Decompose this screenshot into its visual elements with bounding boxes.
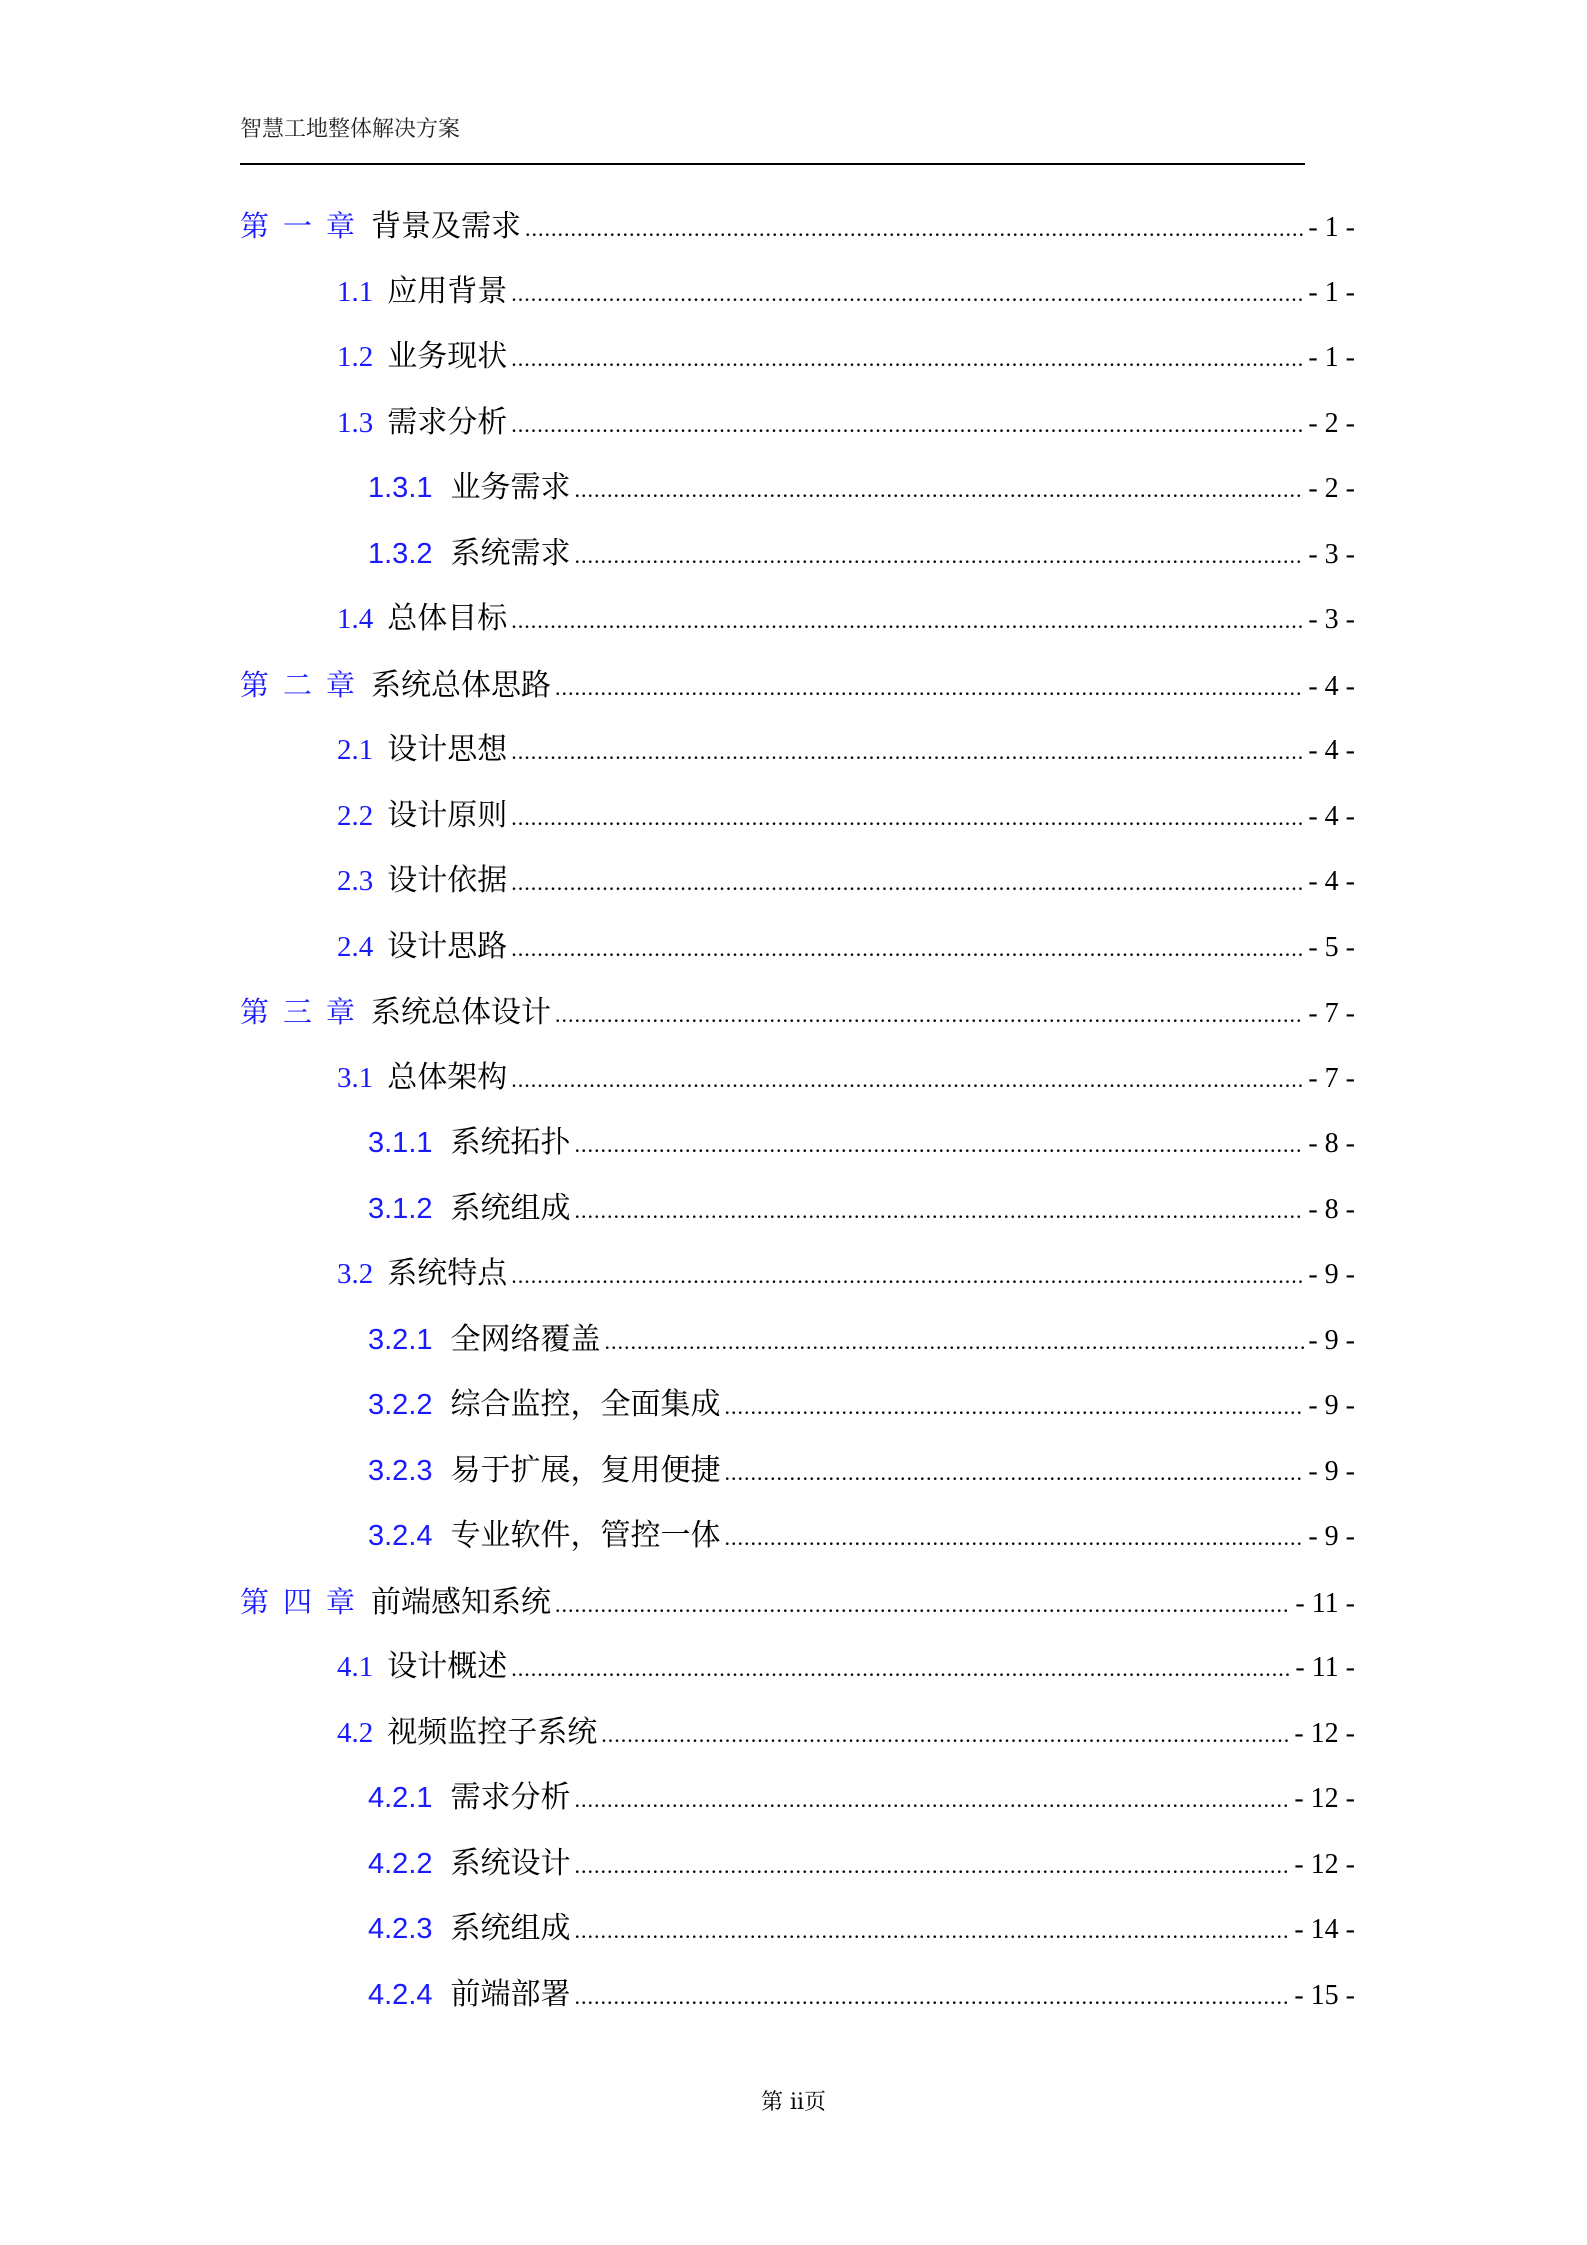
- page-number-footer: 第 ii页: [760, 2090, 827, 2115]
- toc-entry-title: 系统需求: [450, 536, 571, 571]
- toc-entry-title: 全网络覆盖: [450, 1322, 601, 1357]
- toc-entry-title: 系统组成: [450, 1191, 571, 1226]
- toc-entry-title: 设计思路: [387, 929, 508, 964]
- toc-entry-number: 4.2: [337, 1717, 374, 1749]
- toc-entry-number: 3.2: [337, 1258, 374, 1290]
- toc-entry[interactable]: [337, 335, 1355, 379]
- toc-entry-page: - 12 -: [1294, 1849, 1355, 1880]
- toc-entry[interactable]: [337, 925, 1355, 969]
- toc-entry[interactable]: [368, 532, 1355, 576]
- toc-entry-number: 1.2: [337, 341, 374, 373]
- toc-entry-title: 易于扩展，复用便捷: [450, 1453, 721, 1488]
- toc-entry-page: - 3 -: [1308, 604, 1355, 635]
- toc-entry-page: - 12 -: [1294, 1718, 1355, 1749]
- toc-entry-title: 系统总体设计: [371, 995, 552, 1030]
- toc-entry-page: - 1 -: [1308, 212, 1355, 243]
- toc-dot-leader: [511, 730, 1304, 774]
- toc-dot-leader: [575, 468, 1305, 512]
- toc-entry-number: 3.2.4: [368, 1520, 433, 1552]
- toc-entry-number: 2.2: [337, 800, 374, 832]
- toc-entry-number: 4.2.3: [368, 1913, 433, 1945]
- toc-entry-page: - 14 -: [1294, 1914, 1355, 1945]
- toc-dot-leader: [511, 927, 1304, 971]
- toc-entry-title: 前端部署: [450, 1977, 571, 2012]
- toc-entry[interactable]: [368, 1318, 1355, 1362]
- toc-entry-number: 4.2.4: [368, 1979, 433, 2011]
- toc-entry-page: - 15 -: [1294, 1980, 1355, 2011]
- toc-entry[interactable]: [240, 1580, 1355, 1624]
- toc-dot-leader: [511, 599, 1304, 643]
- toc-entry[interactable]: [337, 597, 1355, 641]
- toc-dot-leader: [575, 1909, 1291, 1953]
- toc-entry-page: - 8 -: [1308, 1128, 1355, 1159]
- toc-dot-leader: [601, 1713, 1290, 1757]
- toc-dot-leader: [511, 1647, 1291, 1691]
- toc-entry-title: 专业软件，管控一体: [450, 1518, 721, 1553]
- toc-entry-page: - 12 -: [1294, 1783, 1355, 1814]
- toc-dot-leader: [605, 1320, 1305, 1364]
- toc-dot-leader: [511, 1058, 1304, 1102]
- toc-entry[interactable]: [368, 1776, 1355, 1820]
- toc-entry-page: - 9 -: [1308, 1390, 1355, 1421]
- toc-entry-page: - 4 -: [1308, 866, 1355, 897]
- document-header-title: 智慧工地整体解决方案: [240, 117, 461, 142]
- toc-entry-number: 4.2.1: [368, 1782, 433, 1814]
- toc-entry[interactable]: [368, 1121, 1355, 1165]
- toc-entry[interactable]: [240, 663, 1355, 707]
- toc-entry-number: 1.4: [337, 603, 374, 635]
- toc-dot-leader: [725, 1451, 1305, 1495]
- toc-entry[interactable]: [368, 466, 1355, 510]
- toc-entry-title: 系统拓扑: [450, 1125, 571, 1160]
- toc-entry[interactable]: [368, 1187, 1355, 1231]
- toc-entry[interactable]: [368, 1973, 1355, 2017]
- toc-entry-title: 视频监控子系统: [387, 1715, 598, 1750]
- toc-dot-leader: [725, 1385, 1305, 1429]
- toc-entry[interactable]: [337, 270, 1355, 314]
- toc-entry-page: - 7 -: [1308, 998, 1355, 1029]
- toc-entry-number: 第三章: [240, 995, 370, 1029]
- toc-entry-number: 4.2.2: [368, 1848, 433, 1880]
- toc-dot-leader: [555, 1583, 1291, 1627]
- toc-entry-number: 3.1.2: [368, 1193, 433, 1225]
- toc-entry-title: 需求分析: [387, 405, 508, 440]
- toc-dot-leader: [555, 993, 1304, 1037]
- toc-dot-leader: [511, 403, 1304, 447]
- toc-entry-page: - 4 -: [1308, 801, 1355, 832]
- toc-entry-page: - 1 -: [1308, 342, 1355, 373]
- toc-entry[interactable]: [337, 794, 1355, 838]
- toc-entry-page: - 4 -: [1308, 671, 1355, 702]
- toc-entry[interactable]: [337, 859, 1355, 903]
- toc-entry[interactable]: [337, 1645, 1355, 1689]
- toc-entry[interactable]: [368, 1842, 1355, 1886]
- toc-entry-page: - 1 -: [1308, 277, 1355, 308]
- toc-entry-number: 1.3: [337, 407, 374, 439]
- toc-entry-number: 3.1: [337, 1062, 374, 1094]
- toc-entry-title: 系统组成: [450, 1911, 571, 1946]
- toc-entry-page: - 9 -: [1308, 1456, 1355, 1487]
- toc-entry-page: - 3 -: [1308, 539, 1355, 570]
- toc-entry-title: 系统特点: [387, 1256, 508, 1291]
- toc-entry-number: 3.2.2: [368, 1389, 433, 1421]
- toc-dot-leader: [575, 1123, 1305, 1167]
- toc-entry-title: 总体架构: [387, 1060, 508, 1095]
- toc-entry[interactable]: [337, 728, 1355, 772]
- toc-entry-number: 3.2.3: [368, 1455, 433, 1487]
- toc-entry-number: 4.1: [337, 1651, 374, 1683]
- toc-entry[interactable]: [240, 990, 1355, 1034]
- toc-entry-title: 设计依据: [387, 863, 508, 898]
- toc-dot-leader: [575, 1189, 1305, 1233]
- toc-entry-number: 3.2.1: [368, 1324, 433, 1356]
- toc-dot-leader: [725, 1516, 1305, 1560]
- toc-entry-title: 系统总体思路: [371, 668, 552, 703]
- toc-entry-page: - 11 -: [1295, 1588, 1355, 1619]
- toc-entry-title: 总体目标: [387, 601, 508, 636]
- toc-entry-page: - 9 -: [1308, 1521, 1355, 1552]
- toc-entry-title: 前端感知系统: [371, 1585, 552, 1620]
- toc-dot-leader: [575, 534, 1305, 578]
- toc-entry[interactable]: [368, 1449, 1355, 1493]
- toc-entry-number: 第一章: [240, 209, 370, 243]
- toc-entry-number: 2.1: [337, 734, 374, 766]
- toc-entry-number: 2.4: [337, 931, 374, 963]
- toc-entry-page: - 5 -: [1308, 932, 1355, 963]
- toc-entry[interactable]: [368, 1907, 1355, 1951]
- toc-entry[interactable]: [337, 401, 1355, 445]
- toc-entry-page: - 2 -: [1308, 473, 1355, 504]
- toc-entry-title: 系统设计: [450, 1846, 571, 1881]
- toc-entry-title: 背景及需求: [371, 209, 522, 244]
- toc-dot-leader: [575, 1778, 1291, 1822]
- toc-entry[interactable]: [240, 204, 1355, 248]
- toc-dot-leader: [511, 796, 1304, 840]
- toc-entry-page: - 8 -: [1308, 1194, 1355, 1225]
- toc-entry-number: 1.3.2: [368, 538, 433, 570]
- toc-entry-title: 需求分析: [450, 1780, 571, 1815]
- toc-entry-title: 应用背景: [387, 274, 508, 309]
- toc-entry-page: - 9 -: [1308, 1325, 1355, 1356]
- toc-entry-page: - 2 -: [1308, 408, 1355, 439]
- toc-entry-number: 1.1: [337, 276, 374, 308]
- toc-entry[interactable]: [337, 1711, 1355, 1755]
- toc-dot-leader: [511, 337, 1304, 381]
- header-divider: [240, 163, 1305, 165]
- toc-entry-page: - 7 -: [1308, 1063, 1355, 1094]
- toc-entry-title: 综合监控，全面集成: [450, 1387, 721, 1422]
- toc-entry-number: 第二章: [240, 668, 370, 702]
- toc-entry-page: - 9 -: [1308, 1259, 1355, 1290]
- toc-entry-title: 设计思想: [387, 732, 508, 767]
- toc-entry-page: - 11 -: [1295, 1652, 1355, 1683]
- toc-entry-number: 3.1.1: [368, 1127, 433, 1159]
- toc-entry[interactable]: [337, 1056, 1355, 1100]
- toc-dot-leader: [575, 1975, 1291, 2019]
- toc-entry-number: 第四章: [240, 1585, 370, 1619]
- toc-entry-title: 业务现状: [387, 339, 508, 374]
- toc-entry-number: 2.3: [337, 865, 374, 897]
- toc-dot-leader: [555, 666, 1304, 710]
- toc-entry-title: 设计概述: [387, 1649, 508, 1684]
- toc-dot-leader: [575, 1844, 1291, 1888]
- toc-dot-leader: [511, 861, 1304, 905]
- toc-dot-leader: [525, 207, 1304, 251]
- toc-entry[interactable]: [368, 1514, 1355, 1558]
- toc-dot-leader: [511, 272, 1304, 316]
- toc-entry[interactable]: [368, 1383, 1355, 1427]
- toc-entry[interactable]: [337, 1252, 1355, 1296]
- toc-entry-page: - 4 -: [1308, 735, 1355, 766]
- toc-dot-leader: [511, 1254, 1304, 1298]
- toc-entry-title: 设计原则: [387, 798, 508, 833]
- toc-entry-number: 1.3.1: [368, 472, 433, 504]
- toc-entry-title: 业务需求: [450, 470, 571, 505]
